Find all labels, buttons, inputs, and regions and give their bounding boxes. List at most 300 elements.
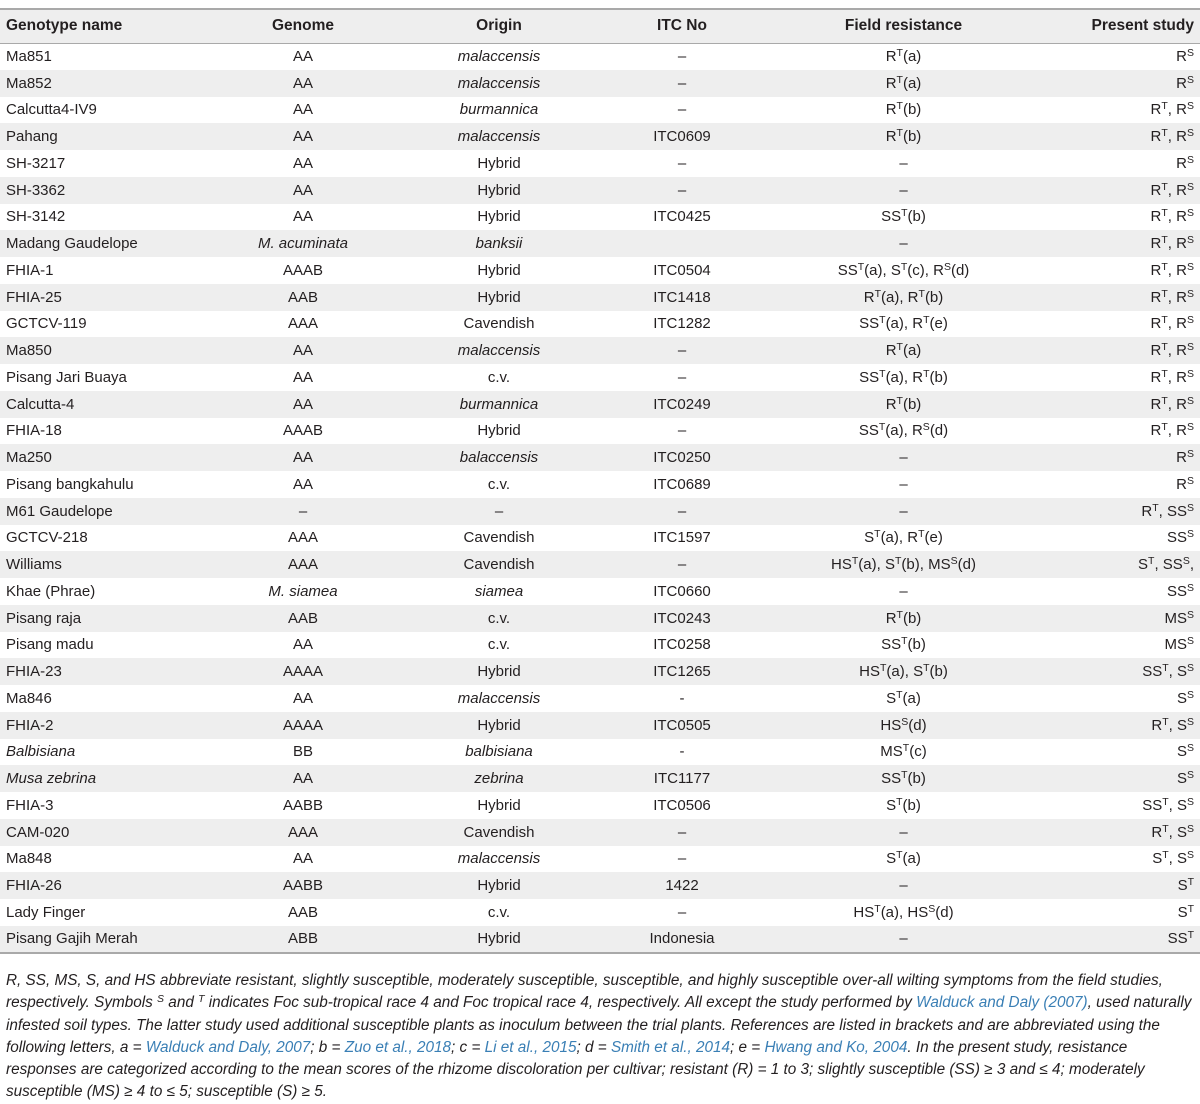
present-study-cell bbox=[1044, 765, 1200, 792]
field-resistance-cell bbox=[763, 605, 1044, 632]
race-superscript: T bbox=[1187, 929, 1194, 942]
genotype-name-cell: FHIA-25 bbox=[6, 288, 62, 306]
genome-cell: AA bbox=[292, 181, 313, 199]
table-row bbox=[0, 43, 1200, 70]
table-row bbox=[0, 605, 1200, 632]
score-code: R bbox=[1176, 315, 1187, 333]
race-superscript: S bbox=[922, 421, 930, 434]
genome-cell: AAAB bbox=[282, 261, 324, 279]
table-row bbox=[0, 471, 1200, 498]
race-superscript: T bbox=[896, 100, 903, 113]
race-superscript: T bbox=[901, 207, 908, 220]
field-resistance-cell bbox=[763, 685, 1044, 712]
score-code: S bbox=[886, 850, 897, 868]
field-resistance-cell bbox=[763, 926, 1044, 953]
genotype-name-cell: Pisang bangkahulu bbox=[6, 475, 134, 493]
field-resistance-cell: $SS^T(a)$, $R^S(d)$ bbox=[858, 421, 949, 440]
table-footnote bbox=[6, 970, 1196, 1104]
score-text: – bbox=[899, 930, 908, 948]
race-superscript: T bbox=[1187, 876, 1194, 889]
field-resistance-cell bbox=[763, 97, 1044, 124]
race-superscript: S bbox=[1186, 769, 1194, 782]
itc-cell: ITC0689 bbox=[653, 475, 711, 493]
origin-cell: c.v. bbox=[487, 368, 511, 386]
footnote-text: ; d = bbox=[576, 1038, 611, 1056]
score-code: SS bbox=[837, 261, 858, 279]
table-row bbox=[0, 525, 1200, 552]
field-resistance-cell bbox=[763, 337, 1044, 364]
score-text: – bbox=[899, 235, 908, 253]
table-header bbox=[0, 9, 1200, 43]
reference-letter: (b) bbox=[907, 636, 926, 654]
score-code: R bbox=[1150, 208, 1162, 226]
score-code: R bbox=[907, 529, 919, 547]
field-resistance-cell bbox=[763, 846, 1044, 873]
score-code: S bbox=[886, 796, 897, 814]
table-row bbox=[0, 551, 1200, 578]
itc-cell: ITC1282 bbox=[653, 315, 711, 333]
race-superscript: T bbox=[896, 47, 903, 60]
itc-cell: – bbox=[677, 342, 687, 360]
race-superscript: T bbox=[857, 260, 865, 273]
itc-cell: Indonesia bbox=[601, 926, 763, 953]
score-text: – bbox=[899, 475, 908, 493]
score-code: S bbox=[1176, 663, 1187, 681]
reference-letter: (b) bbox=[901, 556, 920, 574]
origin-cell: c.v. bbox=[487, 475, 511, 493]
score-code: S bbox=[1176, 823, 1187, 841]
itc-cell: – bbox=[677, 368, 687, 386]
itc-cell: ITC0243 bbox=[653, 609, 711, 627]
field-resistance-cell bbox=[763, 765, 1044, 792]
genome-cell: AA bbox=[292, 101, 313, 119]
race-superscript: S bbox=[1186, 314, 1194, 327]
genotype-name-cell: Ma851 bbox=[6, 48, 52, 66]
table-row bbox=[0, 872, 1200, 899]
score-code: HS bbox=[853, 903, 875, 921]
table-row bbox=[0, 311, 1200, 338]
genotype-name-cell: Madang Gaudelope bbox=[6, 235, 138, 253]
race-superscript: T bbox=[901, 635, 908, 648]
itc-cell: – bbox=[677, 154, 687, 172]
table-row bbox=[0, 204, 1200, 231]
score-code: S bbox=[1176, 716, 1187, 734]
present-study-cell: $SS^T$, $S^S$ bbox=[1142, 662, 1194, 681]
table-row bbox=[0, 284, 1200, 311]
reference-letter: (d) bbox=[929, 422, 949, 440]
origin-cell: malaccensis bbox=[457, 850, 541, 868]
race-superscript: S bbox=[1186, 341, 1194, 354]
footnote-text: R, SS, MS, S, and HS abbreviate resistant, slightly susceptible, moderately susceptible, susceptible, and highly susceptible over-all wilting symptoms from the field studies, respectively. Symbols bbox=[6, 972, 1163, 1012]
genome-cell: AAA bbox=[287, 529, 318, 547]
origin-cell: Cavendish bbox=[463, 823, 535, 841]
score-code: R bbox=[1150, 342, 1162, 360]
score-code: S bbox=[1176, 743, 1187, 761]
score-code: R bbox=[885, 101, 897, 119]
table-row bbox=[0, 498, 1200, 525]
reference-link-b[interactable]: Zuo et al., 2018 bbox=[344, 1038, 452, 1056]
reference-letter: (d) bbox=[950, 261, 970, 279]
score-code: SS bbox=[881, 636, 902, 654]
table-row bbox=[0, 337, 1200, 364]
score-code: SS bbox=[859, 368, 880, 386]
score-code: R bbox=[911, 422, 923, 440]
col-header-present-study: Present study bbox=[1044, 9, 1200, 43]
reference-letter: (a) bbox=[880, 903, 900, 921]
score-code: S bbox=[890, 261, 901, 279]
present-study-cell bbox=[1044, 632, 1200, 659]
score-code: HS bbox=[907, 903, 929, 921]
score-code: SS bbox=[1166, 502, 1187, 520]
score-text: – bbox=[899, 449, 908, 467]
score-code: R bbox=[885, 395, 897, 413]
score-code: S bbox=[884, 556, 895, 574]
table-row bbox=[0, 846, 1200, 873]
itc-cell: ITC0506 bbox=[653, 796, 711, 814]
score-code: S bbox=[886, 689, 897, 707]
score-code: R bbox=[863, 288, 875, 306]
race-superscript: T bbox=[923, 314, 930, 327]
race-superscript: T bbox=[896, 341, 903, 354]
itc-cell: – bbox=[677, 48, 687, 66]
score-code: R bbox=[1176, 475, 1187, 493]
genome-cell: AAB bbox=[287, 288, 318, 306]
genome-cell: AAB bbox=[287, 903, 318, 921]
genome-cell: AABB bbox=[282, 877, 324, 895]
genotype-name-cell: Calcutta4-IV9 bbox=[6, 101, 97, 119]
genome-cell: AAAA bbox=[282, 716, 324, 734]
origin-cell: Hybrid bbox=[477, 877, 521, 895]
score-text: – bbox=[899, 877, 908, 895]
table-row bbox=[0, 257, 1200, 284]
col-header-genome: Genome bbox=[209, 9, 397, 43]
race-superscript: T bbox=[1187, 902, 1194, 915]
origin-cell: siamea bbox=[474, 582, 524, 600]
reference-letter: (a) bbox=[864, 261, 883, 279]
itc-cell: ITC1177 bbox=[653, 770, 711, 788]
race-superscript: S bbox=[1186, 100, 1194, 113]
score-code: R bbox=[885, 128, 897, 146]
score-text: – bbox=[899, 582, 908, 600]
genome-cell: AA bbox=[292, 128, 313, 146]
field-resistance-cell bbox=[763, 43, 1044, 70]
table-row bbox=[0, 739, 1200, 766]
race-superscript: T bbox=[918, 287, 925, 300]
reference-link-c[interactable]: Li et al., 2015 bbox=[484, 1038, 577, 1056]
race-superscript: S bbox=[1186, 448, 1194, 461]
origin-cell: balaccensis bbox=[459, 449, 539, 467]
reference-letter: (b) bbox=[907, 770, 926, 788]
race-superscript: T bbox=[874, 902, 881, 915]
race-superscript: T bbox=[896, 127, 903, 140]
reference-letter: (c) bbox=[907, 261, 925, 279]
race-superscript: T bbox=[1162, 715, 1169, 728]
table-row bbox=[0, 177, 1200, 204]
genotype-name-cell: FHIA-3 bbox=[6, 796, 54, 814]
reference-letter: (a) bbox=[902, 74, 922, 92]
score-code: R bbox=[1176, 101, 1187, 119]
score-code: R bbox=[1176, 235, 1187, 253]
genotype-name-cell: Ma250 bbox=[6, 449, 52, 467]
genotype-name-cell: GCTCV-218 bbox=[6, 529, 88, 547]
race-superscript: T bbox=[1161, 421, 1168, 434]
origin-cell: Hybrid bbox=[477, 663, 521, 681]
footnote-symbol-s: S bbox=[157, 993, 165, 1006]
genome-cell: AA bbox=[292, 850, 313, 868]
genotype-name-cell: Musa zebrina bbox=[6, 770, 97, 788]
field-resistance-cell bbox=[763, 471, 1044, 498]
reference-link-d[interactable]: Smith et al., 2014 bbox=[610, 1038, 730, 1056]
present-study-cell: $R^T$, $R^S$ bbox=[1150, 100, 1194, 119]
reference-letter: (a) bbox=[880, 529, 899, 547]
genome-cell: AA bbox=[292, 475, 313, 493]
reference-letter: (a) bbox=[858, 556, 877, 574]
race-superscript: S bbox=[1186, 474, 1194, 487]
score-code: SS bbox=[881, 770, 902, 788]
genotype-name-cell: Ma848 bbox=[6, 850, 52, 868]
itc-cell: ITC0258 bbox=[653, 636, 711, 654]
score-code: R bbox=[907, 288, 919, 306]
present-study-cell bbox=[1044, 150, 1200, 177]
genome-cell: AAAA bbox=[282, 663, 324, 681]
table-row bbox=[0, 123, 1200, 150]
score-code: S bbox=[1152, 850, 1163, 868]
table-row bbox=[0, 230, 1200, 257]
score-code: S bbox=[1176, 850, 1187, 868]
score-code: R bbox=[885, 74, 897, 92]
reference-letter: (a) bbox=[902, 850, 921, 868]
reference-letter: (d) bbox=[957, 556, 976, 574]
score-code: R bbox=[1150, 101, 1162, 119]
table-row bbox=[0, 150, 1200, 177]
field-resistance-cell: $HS^T(a)$, $S^T(b)$, $MS^S(d)$ bbox=[831, 555, 976, 574]
score-text: – bbox=[899, 823, 908, 841]
score-code: SS bbox=[881, 208, 902, 226]
field-resistance-cell bbox=[763, 123, 1044, 150]
present-study-cell bbox=[1044, 739, 1200, 766]
genome-cell: AAA bbox=[287, 315, 318, 333]
race-superscript: T bbox=[923, 367, 930, 380]
race-superscript: T bbox=[1161, 367, 1168, 380]
present-study-cell bbox=[1044, 926, 1200, 953]
genome-cell: AA bbox=[292, 342, 313, 360]
present-study-cell: $R^T$, $S^S$ bbox=[1151, 715, 1194, 734]
reference-link-a[interactable]: Walduck and Daly, 2007 bbox=[145, 1038, 311, 1056]
table-row bbox=[0, 765, 1200, 792]
race-superscript: T bbox=[1161, 341, 1168, 354]
genotype-name-cell: Pahang bbox=[6, 128, 58, 146]
origin-cell: burmannica bbox=[459, 395, 539, 413]
score-code: R bbox=[1150, 235, 1162, 253]
race-superscript: T bbox=[1161, 127, 1168, 140]
origin-cell: malaccensis bbox=[457, 48, 541, 66]
itc-cell: - bbox=[679, 689, 685, 707]
score-code: SS bbox=[858, 422, 879, 440]
present-study-cell bbox=[1044, 685, 1200, 712]
score-code: R bbox=[885, 48, 897, 66]
race-superscript: S bbox=[1186, 287, 1194, 300]
origin-cell: Hybrid bbox=[477, 154, 521, 172]
origin-cell: Hybrid bbox=[477, 422, 521, 440]
race-superscript: T bbox=[1162, 795, 1169, 808]
field-resistance-cell: $SS^T(a)$, $R^T(e)$ bbox=[859, 314, 948, 333]
score-code: S bbox=[1177, 903, 1188, 921]
itc-cell: – bbox=[677, 101, 687, 119]
table-row bbox=[0, 899, 1200, 926]
race-superscript: S bbox=[950, 555, 958, 568]
present-study-cell: $SS^T$, $S^S$ bbox=[1142, 795, 1194, 814]
itc-cell: ITC0504 bbox=[653, 261, 711, 279]
reference-letter: (e) bbox=[924, 529, 943, 547]
genotype-name-cell: GCTCV-119 bbox=[6, 315, 87, 333]
race-superscript: S bbox=[1186, 635, 1194, 648]
race-superscript: S bbox=[1186, 662, 1194, 675]
genotype-name-cell: Pisang raja bbox=[6, 609, 82, 627]
score-code: MS bbox=[880, 743, 903, 761]
field-resistance-cell bbox=[763, 230, 1044, 257]
genome-cell: AA bbox=[292, 395, 313, 413]
itc-cell: ITC0660 bbox=[653, 582, 711, 600]
score-code: R bbox=[1176, 422, 1187, 440]
score-code: R bbox=[1176, 154, 1187, 172]
score-text: – bbox=[899, 181, 908, 199]
genotype-name-cell: Ma850 bbox=[6, 342, 52, 360]
reference-letter: (a) bbox=[902, 48, 922, 66]
score-code: S bbox=[1177, 877, 1188, 895]
footnote-symbol-t: T bbox=[198, 993, 205, 1006]
score-code: SS bbox=[1142, 663, 1163, 681]
origin-cell: Hybrid bbox=[397, 926, 601, 953]
genotype-name-cell: Ma852 bbox=[6, 74, 52, 92]
reference-link-e[interactable]: Hwang and Ko, 2004 bbox=[764, 1038, 908, 1056]
reference-letter: (a) bbox=[885, 315, 904, 333]
genotype-name-cell: Ma846 bbox=[6, 689, 52, 707]
field-resistance-cell bbox=[763, 578, 1044, 605]
race-superscript: S bbox=[1186, 715, 1194, 728]
footnote-text: ; b = bbox=[310, 1038, 345, 1056]
race-superscript: S bbox=[1186, 581, 1194, 594]
col-header-field-resistance: Field resistance bbox=[763, 9, 1044, 43]
itc-cell: ITC1418 bbox=[653, 288, 711, 306]
present-study-cell bbox=[1044, 444, 1200, 471]
race-superscript: T bbox=[1161, 394, 1168, 407]
score-code: R bbox=[1176, 128, 1187, 146]
origin-cell: malaccensis bbox=[457, 689, 541, 707]
itc-cell: – bbox=[677, 823, 687, 841]
score-text: – bbox=[899, 502, 908, 520]
race-superscript: T bbox=[1162, 662, 1169, 675]
score-code: SS bbox=[1166, 582, 1187, 600]
reference-letter: (b) bbox=[924, 288, 944, 306]
score-code: MS bbox=[1164, 636, 1187, 654]
reference-letter: (b) bbox=[929, 368, 948, 386]
origin-cell: Hybrid bbox=[477, 261, 521, 279]
race-superscript: S bbox=[1186, 234, 1194, 247]
reference-link-walduck-daly[interactable]: Walduck and Daly (2007) bbox=[916, 994, 1088, 1012]
itc-cell: ITC0249 bbox=[653, 395, 711, 413]
present-study-cell: $R^T$, $S^S$ bbox=[1151, 822, 1194, 841]
itc-cell: – bbox=[677, 74, 687, 92]
reference-letter: (b) bbox=[902, 796, 921, 814]
origin-cell: zebrina bbox=[474, 770, 524, 788]
itc-cell: – bbox=[677, 903, 687, 921]
field-resistance-cell bbox=[763, 204, 1044, 231]
reference-letter: (b) bbox=[902, 128, 922, 146]
origin-cell: Cavendish bbox=[463, 315, 535, 333]
field-resistance-cell bbox=[763, 872, 1044, 899]
reference-letter: (b) bbox=[907, 208, 926, 226]
col-header-itc: ITC No bbox=[601, 9, 763, 43]
race-superscript: S bbox=[1186, 47, 1194, 60]
resistance-table bbox=[0, 8, 1200, 954]
origin-cell: malaccensis bbox=[457, 128, 541, 146]
race-superscript: T bbox=[923, 662, 930, 675]
table-row bbox=[0, 819, 1200, 846]
origin-cell: banksii bbox=[475, 235, 523, 253]
score-code: R bbox=[1151, 823, 1163, 841]
score-code: MS bbox=[928, 556, 951, 574]
itc-cell: ITC0505 bbox=[653, 716, 711, 734]
race-superscript: S bbox=[1186, 822, 1194, 835]
race-superscript: S bbox=[1186, 688, 1194, 701]
present-study-cell: $S^T$, $S^S$ bbox=[1152, 849, 1194, 868]
score-code: S bbox=[913, 663, 924, 681]
present-study-cell bbox=[1044, 899, 1200, 926]
present-study-cell: $R^T$, $R^S$ bbox=[1150, 341, 1194, 360]
genome-cell: AA bbox=[292, 449, 313, 467]
itc-cell: ITC1597 bbox=[653, 529, 711, 547]
present-study-cell bbox=[1044, 43, 1200, 70]
reference-letter: (a) bbox=[880, 288, 900, 306]
race-superscript: S bbox=[943, 260, 951, 273]
genome-cell: AAB bbox=[287, 609, 318, 627]
score-code: SS bbox=[1142, 796, 1163, 814]
genotype-name-cell: FHIA-18 bbox=[6, 422, 62, 440]
reference-letter: (b) bbox=[902, 101, 922, 119]
genotype-name-cell: Pisang Jari Buaya bbox=[6, 368, 127, 386]
race-superscript: T bbox=[896, 795, 903, 808]
field-resistance-cell: $SS^T(a)$, $S^T(c)$, $R^S(d)$ bbox=[837, 260, 970, 279]
field-resistance-cell bbox=[763, 712, 1044, 739]
score-code: R bbox=[1176, 261, 1187, 279]
field-resistance-cell bbox=[763, 498, 1044, 525]
genome-cell: AABB bbox=[282, 796, 324, 814]
field-resistance-cell: $SS^T(a)$, $R^T(b)$ bbox=[859, 367, 948, 386]
score-code: R bbox=[1141, 502, 1153, 520]
genotype-name-cell: SH-3142 bbox=[6, 208, 66, 226]
origin-cell: balbisiana bbox=[465, 743, 533, 761]
race-superscript: T bbox=[918, 528, 925, 541]
race-superscript: S bbox=[1186, 153, 1194, 166]
race-superscript: T bbox=[874, 528, 881, 541]
race-superscript: T bbox=[896, 394, 903, 407]
field-resistance-cell bbox=[763, 819, 1044, 846]
origin-cell: c.v. bbox=[487, 903, 511, 921]
genome-cell: AA bbox=[292, 74, 313, 92]
present-study-cell bbox=[1044, 578, 1200, 605]
genome-cell: ABB bbox=[209, 926, 397, 953]
race-superscript: S bbox=[1186, 849, 1194, 862]
genome-cell: AAAB bbox=[282, 422, 324, 440]
table-row bbox=[0, 685, 1200, 712]
race-superscript: T bbox=[879, 367, 886, 380]
genotype-name-cell: FHIA-26 bbox=[6, 877, 62, 895]
genotype-name-cell: Khae (Phrae) bbox=[6, 582, 96, 600]
race-superscript: T bbox=[896, 849, 903, 862]
race-superscript: S bbox=[1186, 795, 1194, 808]
race-superscript: S bbox=[1182, 555, 1190, 568]
field-resistance-cell bbox=[763, 632, 1044, 659]
